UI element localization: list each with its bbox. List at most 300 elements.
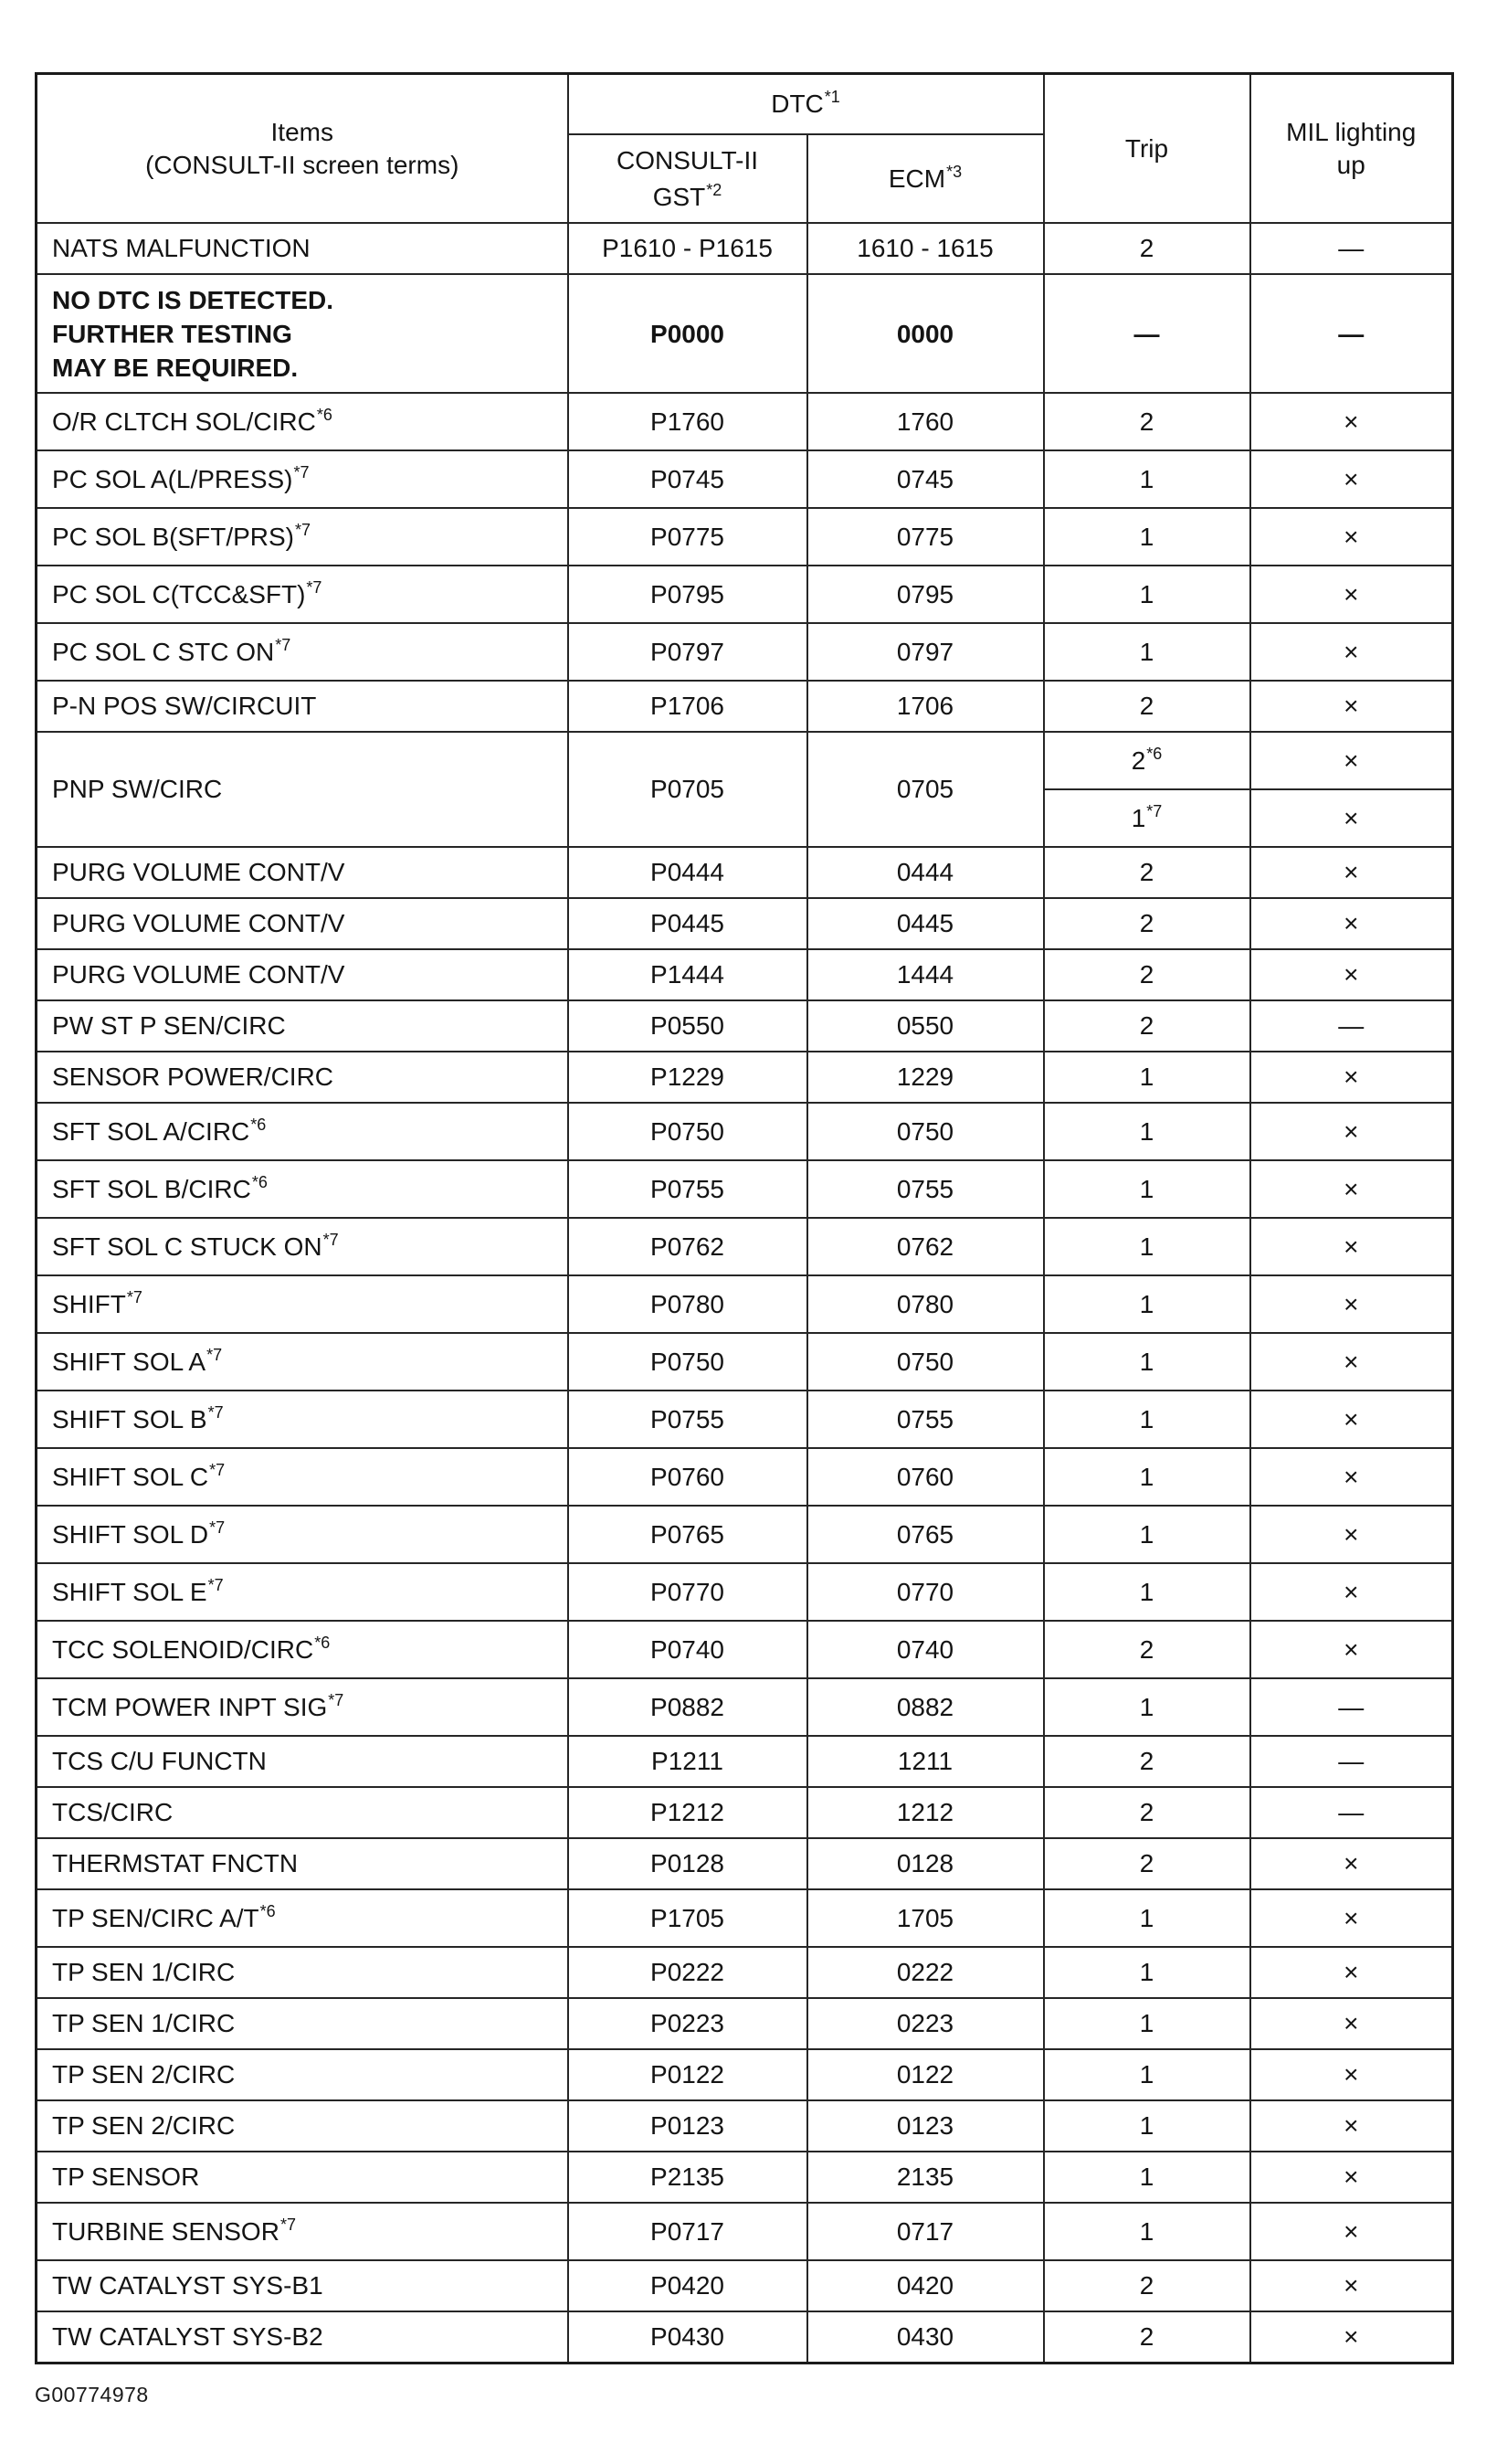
items-header — [37, 74, 568, 224]
mil-indicator: × — [1344, 1903, 1359, 1932]
table-row — [37, 2260, 1453, 2311]
trip-value: 1 — [1139, 1519, 1154, 1549]
consult-gst-code: P0770 — [650, 1577, 724, 1606]
mil-cell — [1250, 1103, 1453, 1160]
item-label: SHIFT SOL D — [52, 1519, 209, 1549]
mil-indicator: × — [1344, 1116, 1359, 1146]
consult-gst-code-cell — [568, 2203, 807, 2260]
item-label: TP SEN 2/CIRC — [52, 2111, 236, 2140]
ecm-code: 0444 — [896, 858, 954, 886]
item-note: *6 — [250, 1115, 267, 1134]
trip-cell — [1044, 1000, 1250, 1052]
item-cell — [37, 1391, 568, 1448]
ecm-code-cell — [807, 732, 1044, 847]
ecm-code: 0760 — [896, 1462, 954, 1491]
trip-cell — [1044, 1448, 1250, 1506]
dtc-table-header — [37, 74, 1453, 224]
item-label: TP SEN/CIRC A/T — [52, 1903, 259, 1932]
consult-gst-code: P0550 — [650, 1011, 724, 1040]
consult-header-line2: GST — [652, 182, 706, 211]
consult-gst-code-cell — [568, 1506, 807, 1563]
consult-gst-code: P1229 — [650, 1063, 724, 1091]
trip-value: 1 — [1139, 1289, 1154, 1318]
mil-cell — [1250, 2203, 1453, 2260]
table-row — [37, 508, 1453, 566]
mil-indicator: × — [1344, 858, 1359, 886]
mil-indicator: × — [1344, 1577, 1359, 1606]
consult-gst-code-cell — [568, 1678, 807, 1736]
trip-value: 1 — [1139, 579, 1154, 608]
consult-gst-code-cell — [568, 2311, 807, 2364]
item-cell — [37, 2152, 568, 2203]
item-cell — [37, 1838, 568, 1889]
item-cell — [37, 1218, 568, 1275]
ecm-code-cell — [807, 2260, 1044, 2311]
consult-gst-code-cell — [568, 1000, 807, 1052]
item-label-line: FURTHER TESTING — [52, 319, 292, 348]
ecm-code-cell — [807, 1448, 1044, 1506]
ecm-code-cell — [807, 1838, 1044, 1889]
consult-gst-code: P1212 — [650, 1798, 724, 1826]
trip-header — [1044, 74, 1250, 224]
ecm-code-cell — [807, 2203, 1044, 2260]
trip-value: 1 — [1139, 1174, 1154, 1203]
item-cell — [37, 1736, 568, 1787]
item-note: *7 — [126, 1287, 142, 1306]
mil-indicator: × — [1344, 1289, 1359, 1318]
item-cell — [37, 1000, 568, 1052]
trip-value: 1 — [1139, 1116, 1154, 1146]
trip-value: 2 — [1139, 1747, 1154, 1775]
ecm-code: 0755 — [896, 1174, 954, 1203]
item-cell — [37, 2049, 568, 2100]
mil-indicator: × — [1344, 1462, 1359, 1491]
item-cell — [37, 898, 568, 949]
consult-gst-code: P0760 — [650, 1462, 724, 1491]
item-cell — [37, 1787, 568, 1838]
item-cell — [37, 450, 568, 508]
ecm-code-cell — [807, 681, 1044, 732]
ecm-code: 0550 — [896, 1011, 954, 1040]
item-label: TCC SOLENOID/CIRC — [52, 1634, 314, 1664]
mil-cell — [1250, 681, 1453, 732]
item-cell — [37, 1678, 568, 1736]
consult-gst-code: P1444 — [650, 960, 724, 989]
trip-value: 2 — [1139, 1849, 1154, 1877]
mil-indicator: × — [1344, 1232, 1359, 1261]
item-label: PNP SW/CIRC — [52, 775, 223, 803]
item-cell — [37, 223, 568, 274]
mil-indicator: × — [1344, 960, 1359, 989]
mil-indicator: × — [1344, 1063, 1359, 1091]
consult-gst-code-cell — [568, 1998, 807, 2049]
consult-gst-code-cell — [568, 732, 807, 847]
mil-cell — [1250, 623, 1453, 681]
trip-cell — [1044, 681, 1250, 732]
item-cell — [37, 847, 568, 898]
trip-value: 1 — [1139, 1462, 1154, 1491]
table-row — [37, 2203, 1453, 2260]
header-row-top — [37, 74, 1453, 135]
trip-value: 2 — [1131, 746, 1146, 775]
table-row — [37, 2049, 1453, 2100]
mil-cell — [1250, 847, 1453, 898]
consult-gst-code-cell — [568, 1103, 807, 1160]
ecm-code-cell — [807, 274, 1044, 393]
trip-value: 2 — [1139, 407, 1154, 436]
dtc-table-body — [37, 223, 1453, 2364]
mil-cell — [1250, 1448, 1453, 1506]
mil-indicator: × — [1344, 1519, 1359, 1549]
item-label: THERMSTAT FNCTN — [52, 1849, 299, 1877]
trip-cell — [1044, 1275, 1250, 1333]
mil-indicator: × — [1344, 522, 1359, 551]
consult-gst-code-cell — [568, 274, 807, 393]
mil-indicator: × — [1344, 2163, 1359, 2191]
trip-cell — [1044, 2049, 1250, 2100]
consult-gst-code-cell — [568, 1889, 807, 1947]
trip-cell — [1044, 1103, 1250, 1160]
mil-cell — [1250, 1563, 1453, 1621]
mil-indicator: × — [1344, 1958, 1359, 1986]
consult-gst-code: P0000 — [650, 319, 724, 348]
item-label: PC SOL B(SFT/PRS) — [52, 522, 295, 551]
item-cell — [37, 566, 568, 623]
ecm-code-cell — [807, 1103, 1044, 1160]
consult-gst-code: P0128 — [650, 1849, 724, 1877]
item-label: SFT SOL A/CIRC — [52, 1116, 250, 1146]
item-cell — [37, 2311, 568, 2364]
consult-gst-code: P0705 — [650, 775, 724, 803]
item-cell — [37, 1947, 568, 1998]
mil-indicator: — — [1338, 1011, 1365, 1040]
trip-cell — [1044, 223, 1250, 274]
ecm-code: 1760 — [896, 407, 954, 436]
ecm-code-cell — [807, 2152, 1044, 2203]
trip-cell — [1044, 1787, 1250, 1838]
item-note: *7 — [206, 1345, 223, 1364]
item-label: PC SOL C(TCC&SFT) — [52, 579, 306, 608]
item-note: *7 — [295, 520, 311, 539]
mil-indicator: × — [1344, 803, 1359, 832]
ecm-code-cell — [807, 949, 1044, 1000]
item-label: PURG VOLUME CONT/V — [52, 960, 345, 989]
ecm-code: 0223 — [896, 2009, 954, 2037]
table-row — [37, 1621, 1453, 1678]
trip-cell — [1044, 623, 1250, 681]
ecm-header-note: *3 — [946, 162, 963, 181]
trip-value: 1 — [1139, 1577, 1154, 1606]
table-row — [37, 393, 1453, 450]
ecm-code-cell — [807, 1787, 1044, 1838]
table-row — [37, 1998, 1453, 2049]
mil-indicator: × — [1344, 637, 1359, 666]
table-row — [37, 1678, 1453, 1736]
item-cell — [37, 1506, 568, 1563]
trip-cell — [1044, 274, 1250, 393]
trip-note: *7 — [1146, 801, 1163, 820]
consult-gst-code: P0882 — [650, 1692, 724, 1721]
consult-gst-code-cell — [568, 623, 807, 681]
consult-gst-code-cell — [568, 508, 807, 566]
consult-gst-code-cell — [568, 2100, 807, 2152]
trip-value: 1 — [1139, 637, 1154, 666]
ecm-code-cell — [807, 1391, 1044, 1448]
item-note: *6 — [259, 1901, 276, 1920]
consult-gst-code: P0795 — [650, 579, 724, 608]
trip-cell — [1044, 450, 1250, 508]
mil-cell — [1250, 223, 1453, 274]
trip-value: 2 — [1139, 858, 1154, 886]
consult-gst-code: P0223 — [650, 2009, 724, 2037]
trip-cell — [1044, 1052, 1250, 1103]
mil-cell — [1250, 898, 1453, 949]
item-label: TURBINE SENSOR — [52, 2216, 279, 2246]
table-row — [37, 1052, 1453, 1103]
consult-gst-header — [568, 134, 807, 223]
consult-gst-code: P1211 — [651, 1747, 723, 1775]
ecm-code: 0775 — [896, 522, 954, 551]
trip-value: 1 — [1139, 1404, 1154, 1433]
consult-gst-code: P0222 — [650, 1958, 724, 1986]
dtc-header-note: *1 — [824, 88, 840, 106]
consult-gst-code-cell — [568, 450, 807, 508]
consult-gst-code: P0750 — [650, 1347, 724, 1376]
ecm-code: 0797 — [896, 637, 954, 666]
table-row — [37, 1787, 1453, 1838]
table-row — [37, 1103, 1453, 1160]
trip-cell — [1044, 2152, 1250, 2203]
consult-gst-code-cell — [568, 2152, 807, 2203]
mil-cell — [1250, 1621, 1453, 1678]
consult-gst-code-cell — [568, 1160, 807, 1218]
consult-gst-code-cell — [568, 393, 807, 450]
dtc-header-label: DTC — [771, 90, 824, 118]
trip-note: *6 — [1146, 744, 1163, 763]
trip-cell — [1044, 847, 1250, 898]
ecm-code-cell — [807, 2311, 1044, 2364]
consult-gst-code-cell — [568, 1448, 807, 1506]
item-label: TP SEN 1/CIRC — [52, 2009, 236, 2037]
consult-gst-code: P0444 — [650, 858, 724, 886]
table-row — [37, 1736, 1453, 1787]
item-note: *6 — [316, 405, 332, 424]
trip-cell — [1044, 1678, 1250, 1736]
trip-cell — [1044, 789, 1250, 847]
mil-header-line2: up — [1336, 150, 1365, 179]
ecm-code: 1706 — [896, 692, 954, 720]
consult-gst-code: P1760 — [650, 407, 724, 436]
trip-cell — [1044, 566, 1250, 623]
trip-cell — [1044, 1563, 1250, 1621]
mil-indicator: × — [1344, 2322, 1359, 2351]
trip-cell — [1044, 1506, 1250, 1563]
consult-gst-code: P0755 — [650, 1404, 724, 1433]
trip-value: 2 — [1139, 692, 1154, 720]
dtc-header — [568, 74, 1044, 135]
ecm-code-cell — [807, 1947, 1044, 1998]
mil-header — [1250, 74, 1453, 224]
table-row — [37, 1947, 1453, 1998]
ecm-header — [807, 134, 1044, 223]
item-label: PURG VOLUME CONT/V — [52, 909, 345, 937]
item-note: *6 — [251, 1172, 268, 1191]
consult-gst-code-cell — [568, 1621, 807, 1678]
mil-cell — [1250, 1160, 1453, 1218]
consult-gst-code-cell — [568, 949, 807, 1000]
item-cell — [37, 732, 568, 847]
ecm-code-cell — [807, 1333, 1044, 1391]
item-note: *7 — [209, 1460, 226, 1479]
item-label: TW CATALYST SYS-B2 — [52, 2322, 323, 2351]
consult-gst-code: P0745 — [650, 464, 724, 493]
ecm-code: 0122 — [896, 2060, 954, 2089]
consult-gst-code-cell — [568, 1333, 807, 1391]
consult-gst-code-cell — [568, 1787, 807, 1838]
ecm-code: 0770 — [896, 1577, 954, 1606]
consult-gst-code-cell — [568, 898, 807, 949]
trip-value: 2 — [1139, 960, 1154, 989]
item-note: *7 — [279, 2215, 296, 2234]
item-note: *7 — [207, 1575, 224, 1594]
item-cell — [37, 1275, 568, 1333]
ecm-code: 0755 — [896, 1404, 954, 1433]
dtc-table-sheet — [35, 72, 1451, 2407]
mil-indicator: × — [1344, 2111, 1359, 2140]
ecm-code: 1211 — [897, 1747, 954, 1775]
item-label: TW CATALYST SYS-B1 — [52, 2271, 323, 2300]
trip-value: 1 — [1139, 1692, 1154, 1721]
mil-indicator: × — [1344, 746, 1359, 775]
ecm-code-cell — [807, 223, 1044, 274]
mil-cell — [1250, 949, 1453, 1000]
trip-cell — [1044, 1621, 1250, 1678]
ecm-code-cell — [807, 898, 1044, 949]
mil-cell — [1250, 1736, 1453, 1787]
ecm-code-cell — [807, 2049, 1044, 2100]
items-header-title: Items — [270, 117, 333, 146]
mil-indicator: × — [1344, 1347, 1359, 1376]
mil-indicator: × — [1344, 1404, 1359, 1433]
item-cell — [37, 2100, 568, 2152]
mil-cell — [1250, 1678, 1453, 1736]
table-row — [37, 1391, 1453, 1448]
table-row — [37, 623, 1453, 681]
trip-value: 1 — [1139, 464, 1154, 493]
table-row — [37, 2152, 1453, 2203]
ecm-code-cell — [807, 2100, 1044, 2152]
ecm-code-cell — [807, 393, 1044, 450]
mil-cell — [1250, 2311, 1453, 2364]
item-label: SFT SOL C STUCK ON — [52, 1232, 322, 1261]
ecm-code: 0745 — [896, 464, 954, 493]
table-row — [37, 1160, 1453, 1218]
mil-cell — [1250, 1218, 1453, 1275]
item-label: SFT SOL B/CIRC — [52, 1174, 251, 1203]
mil-cell — [1250, 1838, 1453, 1889]
ecm-code: 0780 — [896, 1289, 954, 1318]
trip-value: 1 — [1139, 1232, 1154, 1261]
table-row — [37, 1563, 1453, 1621]
mil-indicator: × — [1344, 909, 1359, 937]
trip-cell — [1044, 2311, 1250, 2364]
trip-value: 1 — [1139, 2009, 1154, 2037]
ecm-code: 1610 - 1615 — [857, 234, 994, 262]
ecm-code: 0445 — [896, 909, 954, 937]
table-row — [37, 2311, 1453, 2364]
ecm-code: 0430 — [896, 2322, 954, 2351]
ecm-code: 0222 — [896, 1958, 954, 1986]
trip-value: 1 — [1139, 2163, 1154, 2191]
ecm-code: 0420 — [896, 2271, 954, 2300]
trip-cell — [1044, 2203, 1250, 2260]
ecm-code: 0705 — [896, 775, 954, 803]
dtc-table — [35, 72, 1454, 2364]
trip-cell — [1044, 1838, 1250, 1889]
consult-gst-code: P0430 — [650, 2322, 724, 2351]
item-cell — [37, 1052, 568, 1103]
table-row — [37, 566, 1453, 623]
item-cell — [37, 2203, 568, 2260]
item-cell — [37, 681, 568, 732]
ecm-code: 0765 — [896, 1519, 954, 1549]
item-label: SHIFT — [52, 1289, 126, 1318]
table-row — [37, 847, 1453, 898]
ecm-code: 2135 — [896, 2163, 954, 2191]
item-cell — [37, 1621, 568, 1678]
ecm-code: 0762 — [896, 1232, 954, 1261]
item-cell — [37, 508, 568, 566]
ecm-code-cell — [807, 450, 1044, 508]
trip-value: 1 — [1139, 1958, 1154, 1986]
table-row — [37, 949, 1453, 1000]
trip-cell — [1044, 393, 1250, 450]
item-note: *7 — [209, 1518, 226, 1537]
consult-gst-code: P1706 — [650, 692, 724, 720]
consult-gst-code: P0122 — [650, 2060, 724, 2089]
trip-cell — [1044, 1391, 1250, 1448]
table-row — [37, 681, 1453, 732]
ecm-code: 0717 — [896, 2216, 954, 2246]
mil-indicator: × — [1344, 2009, 1359, 2037]
consult-gst-code: P0445 — [650, 909, 724, 937]
consult-gst-code-cell — [568, 1947, 807, 1998]
trip-cell — [1044, 508, 1250, 566]
table-row — [37, 223, 1453, 274]
ecm-code: 0882 — [896, 1692, 954, 1721]
ecm-code-cell — [807, 1736, 1044, 1787]
mil-indicator: × — [1344, 692, 1359, 720]
table-row — [37, 732, 1453, 789]
mil-indicator: × — [1344, 1634, 1359, 1664]
item-note: *7 — [207, 1402, 224, 1422]
table-row — [37, 1506, 1453, 1563]
ecm-code: 0795 — [896, 579, 954, 608]
trip-cell — [1044, 1218, 1250, 1275]
mil-cell — [1250, 1391, 1453, 1448]
mil-cell — [1250, 1000, 1453, 1052]
item-cell — [37, 1889, 568, 1947]
mil-indicator: — — [1338, 1798, 1365, 1826]
ecm-code-cell — [807, 1275, 1044, 1333]
item-label: TCM POWER INPT SIG — [52, 1692, 328, 1721]
ecm-code-cell — [807, 1506, 1044, 1563]
mil-indicator: × — [1344, 407, 1359, 436]
ecm-code-cell — [807, 1621, 1044, 1678]
consult-gst-code-cell — [568, 1838, 807, 1889]
item-note: *7 — [306, 577, 322, 597]
trip-cell — [1044, 2260, 1250, 2311]
